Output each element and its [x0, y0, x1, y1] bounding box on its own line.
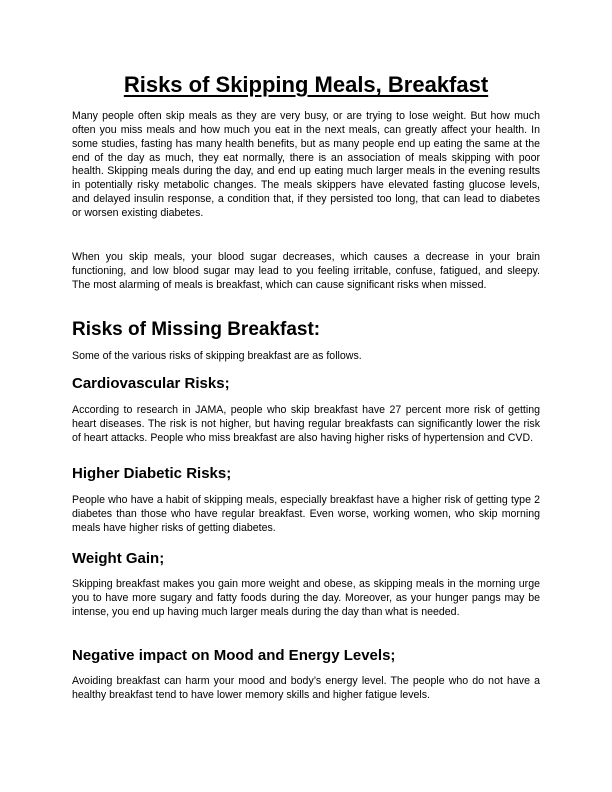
subsection-text-weight: Skipping breakfast makes you gain more weight and obese, as skipping meals in the morning urge you to have more sugary and fatty foods during the day. Moreover, as your hunger pangs may be intense, you end up having much larger meals during the day than what is needed.	[72, 578, 540, 618]
intro-paragraph-2: When you skip meals, your blood sugar decreases, which causes a decrease in your brain functioning, and low blood sugar may lead to you feeling irritable, confuse, fatigued, and sleepy. The most alarming of meals is breakfast, which can cause significant risks when missed.	[72, 251, 540, 291]
subsection-text-mood: Avoiding breakfast can harm your mood and body’s energy level. The people who do not have a healthy breakfast tend to have lower memory skills and higher fatigue levels.	[72, 675, 540, 701]
subsection-heading-mood: Negative impact on Mood and Energy Levels;	[72, 647, 396, 664]
section-intro: Some of the various risks of skipping breakfast are as follows.	[72, 350, 362, 362]
title-text: Risks of Skipping Meals, Breakfast	[123, 72, 489, 97]
document-title	[0, 72, 612, 98]
subsection-heading-cardiovascular: Cardiovascular Risks;	[72, 375, 230, 392]
subsection-text-diabetic: People who have a habit of skipping meals, especially breakfast have a higher risk of getting type 2 diabetes than those who have regular breakfast. Even worse, working women, who skip morning meals have higher risks of getting diabetes.	[72, 494, 540, 534]
subsection-text-cardiovascular: According to research in JAMA, people who skip breakfast have 27 percent more risk of getting heart diseases. The risk is not higher, but having regular breakfasts can significantly lower the risk of heart attacks. People who miss breakfast are also having higher risks of hypertension and CVD.	[72, 404, 540, 444]
intro-paragraph-1: Many people often skip meals as they are very busy, or are trying to lose weight. But how much often you miss meals and how much you eat in the next meals, can greatly affect your health. In some studies, fasting has many health benefits, but as many people end up eating the same at the end of the day as much, they eat normally, there is an association of meals skipping with poor health. Skipping meals during the day, and end up eating much larger meals in the evening results in potentially risky metabolic changes. The meals skippers have elevated fasting glucose levels, and delayed insulin response, a condition that, if they persisted too long, that can lead to diabetes or worsen existing diabetes.	[72, 110, 540, 219]
section-heading: Risks of Missing Breakfast:	[72, 319, 321, 340]
subsection-heading-diabetic: Higher Diabetic Risks;	[72, 465, 232, 482]
subsection-heading-weight: Weight Gain;	[72, 550, 165, 567]
